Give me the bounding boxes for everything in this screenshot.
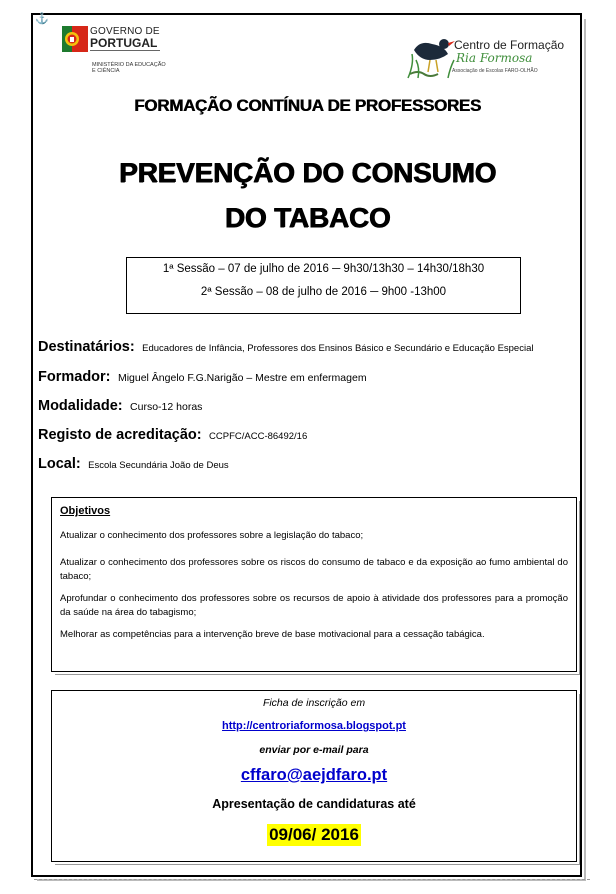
deadline-label: Apresentação de candidaturas até (212, 797, 416, 811)
portugal-emblem-icon (62, 26, 88, 52)
destinatarios-label: Destinatários: (38, 339, 135, 355)
deadline-row (52, 824, 576, 846)
cf-logo-line3: Associação de Escolas FARO-OLHÃO (452, 68, 538, 74)
sessions-box (126, 257, 521, 314)
inscricao-link[interactable]: http://centroriaformosa.blogspot.pt (222, 720, 406, 732)
course-title-line2: DO TABACO (224, 202, 391, 233)
session-1: 1ª Sessão – 07 de julho de 2016 ─ 9h30/13h30 – 14h30/18h30 (162, 263, 485, 275)
inscricao-intro: Ficha de inscrição em (262, 697, 366, 709)
local-label: Local: (38, 456, 81, 472)
centro-formacao-logo (400, 30, 565, 82)
local-row (38, 455, 229, 473)
course-category-heading: FORMAÇÃO CONTÍNUA DE PROFESSORES (134, 96, 481, 115)
destinatarios-row (38, 338, 533, 356)
formador-label: Formador: (38, 369, 111, 385)
destinatarios-value: Educadores de Infância, Professores dos Ensinos Básico e Secundário e Educação Especial (142, 343, 534, 354)
registo-value: CCPFC/ACC-86492/16 (209, 431, 308, 442)
gov-logo-line1: GOVERNO DE (90, 26, 160, 37)
governo-portugal-logo (62, 26, 182, 82)
cf-logo-line1: Centro de Formação (454, 38, 565, 52)
page-bottom-edge (34, 879, 590, 881)
course-title-line1: PREVENÇÃO DO CONSUMO (118, 157, 497, 188)
gov-ministry-text: MINISTÉRIO DA EDUCAÇÃO E CIÊNCIA (92, 62, 166, 74)
objetivos-title: Objetivos (60, 505, 111, 517)
formador-row (38, 368, 367, 386)
objetivo-item: Aprofundar o conhecimento dos professores sobre os recursos de apoio à atividade dos professores para a promoção da saúde na área do tabagismo; (60, 593, 568, 618)
objetivos-box (51, 497, 577, 672)
email-link[interactable]: cffaro@aejdfaro.pt (240, 766, 388, 784)
deadline-date: 09/06/ 2016 (269, 825, 359, 844)
session-2: 2ª Sessão – 08 de julho de 2016 ─ 9h00 -13h00 (200, 286, 447, 298)
gov-logo-rule (90, 50, 160, 51)
objetivo-item: Atualizar o conhecimento dos professores sobre os riscos do consumo de tabaco e da exposição ao fumo ambiental do tabaco; (60, 557, 568, 582)
email-intro: enviar por e-mail para (259, 744, 369, 756)
objetivo-item: Melhorar as competências para a intervenção breve de base motivacional para a cessação tabágica. (60, 629, 485, 640)
local-value: Escola Secundária João de Deus (88, 460, 229, 471)
cf-logo-line2: Ria Formosa (456, 51, 533, 65)
inscricao-box (51, 690, 577, 862)
course-title (40, 150, 575, 240)
modalidade-value: Curso-12 horas (130, 401, 203, 413)
registo-label: Registo de acreditação: (38, 427, 202, 443)
modalidade-label: Modalidade: (38, 398, 123, 414)
objetivo-item: Atualizar o conhecimento dos professores sobre a legislação do tabaco; (60, 530, 364, 541)
gov-logo-line2: PORTUGAL (90, 36, 158, 50)
modalidade-row (38, 397, 202, 415)
formador-value: Miguel Ângelo F.G.Narigão – Mestre em enfermagem (117, 372, 367, 384)
anchor-icon: ⚓ (35, 13, 49, 25)
bird-icon (404, 30, 458, 80)
registo-row (38, 426, 307, 444)
